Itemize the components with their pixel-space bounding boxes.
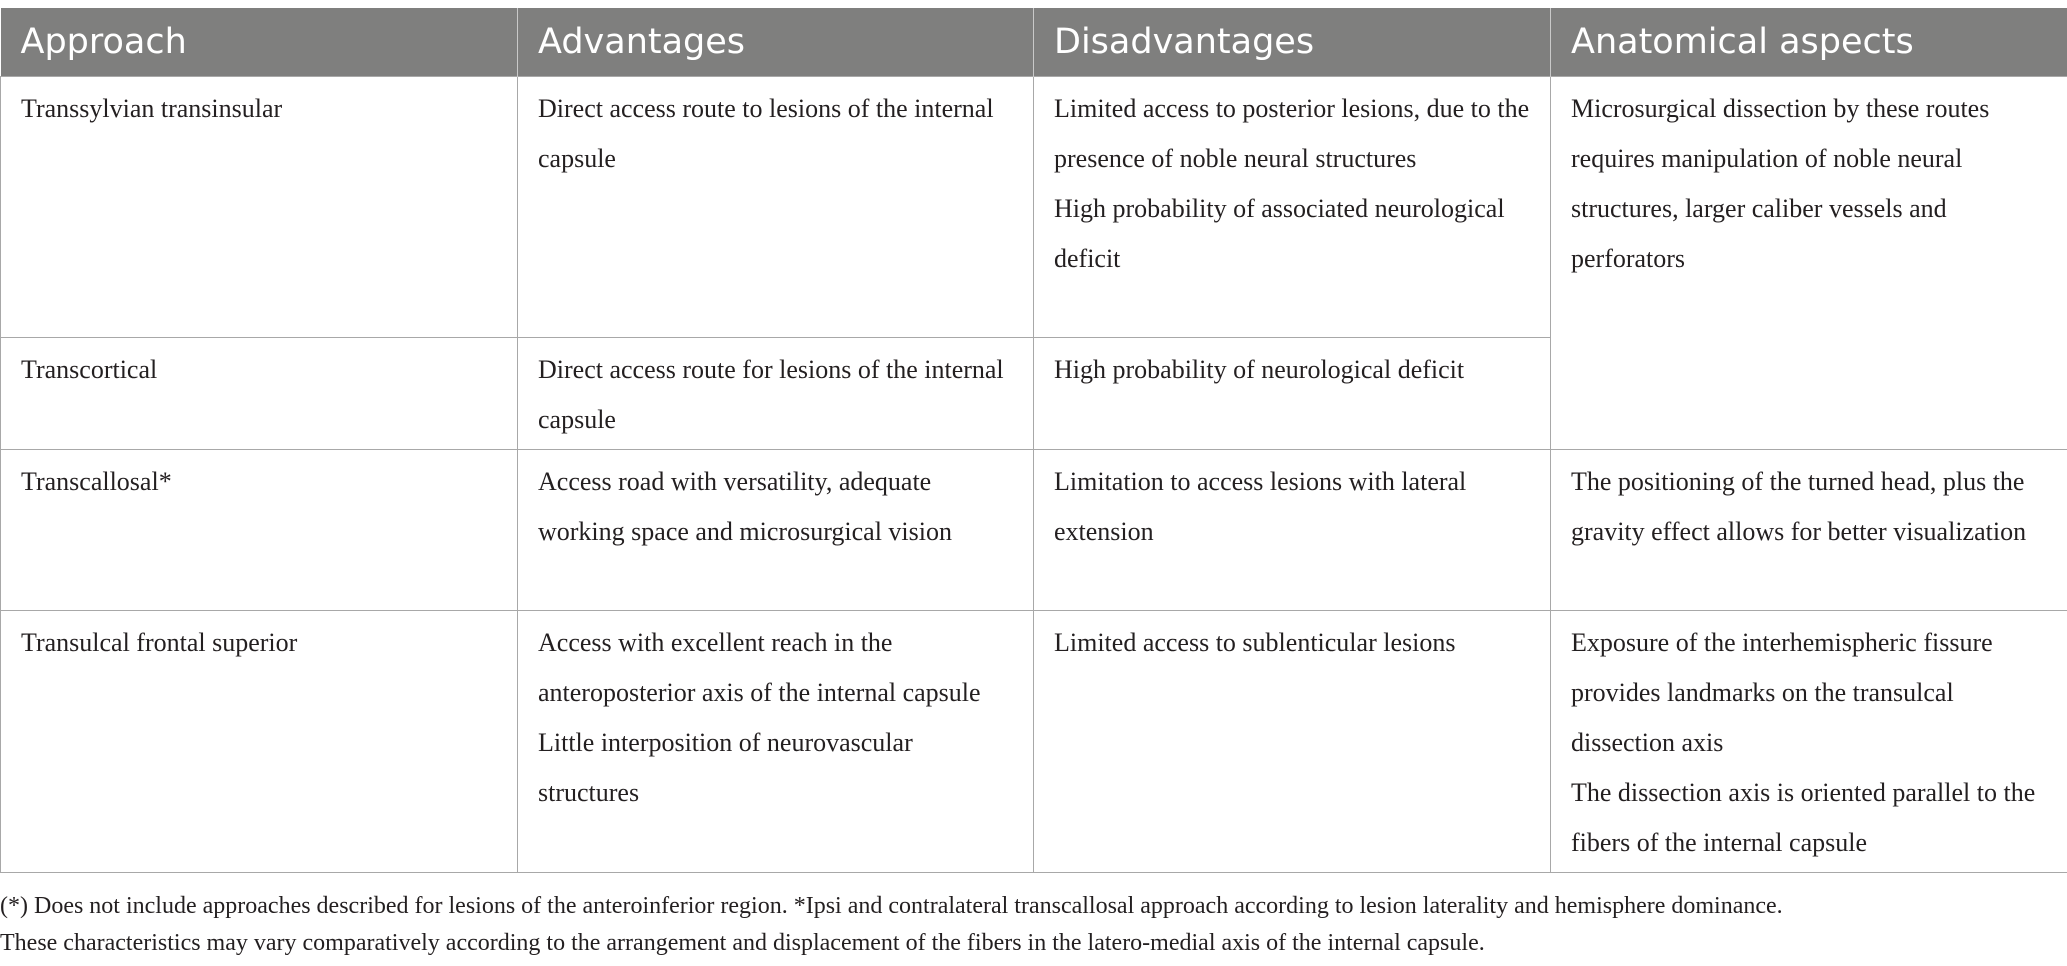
cell-disadvantages (1034, 77, 1551, 338)
advantage-item: Access with excellent reach in the anteroposterior axis of the internal capsule (538, 628, 981, 707)
header-row (1, 8, 2067, 77)
anatomical-item: Exposure of the interhemispheric fissure provides landmarks on the transulcal dissection axis (1571, 628, 1993, 757)
table-row (1, 450, 2067, 611)
cell-advantages: Direct access route to lesions of the internal capsule (518, 77, 1034, 338)
footnote-line: (*) Does not include approaches described for lesions of the anteroinferior region. *Ipsi and contralateral transcallosal approach according to lesion laterality and hemisphere dominance. (0, 893, 1783, 919)
header-advantages: Advantages (518, 8, 1034, 77)
cell-disadvantages: Limitation to access lesions with lateral extension (1034, 450, 1551, 611)
table-row (1, 611, 2067, 873)
disadvantage-item: Limited access to posterior lesions, due to the presence of noble neural structures (1054, 94, 1530, 173)
cell-anatomical-aspects (1551, 611, 2067, 873)
table-body (1, 77, 2067, 873)
cell-advantages: Direct access route for lesions of the internal capsule (518, 338, 1034, 450)
cell-advantages: Access road with versatility, adequate working space and microsurgical vision (518, 450, 1034, 611)
cell-approach: Transsylvian transinsular (1, 77, 518, 338)
header-disadvantages: Disadvantages (1034, 8, 1551, 77)
comparison-table-container (0, 8, 2067, 873)
disadvantage-item: High probability of associated neurological deficit (1054, 194, 1505, 273)
header-anatomical-aspects: Anatomical aspects (1551, 8, 2067, 77)
table-header (1, 8, 2067, 77)
cell-approach: Transcortical (1, 338, 518, 450)
cell-disadvantages: Limited access to sublenticular lesions (1034, 611, 1551, 873)
cell-approach: Transulcal frontal superior (1, 611, 518, 873)
surgical-approaches-table (0, 8, 2067, 873)
cell-anatomical-aspects: The positioning of the turned head, plus the gravity effect allows for better visualization (1551, 450, 2067, 611)
advantage-item: Little interposition of neurovascular structures (538, 728, 913, 807)
table-row (1, 77, 2067, 338)
table-footnote (0, 888, 2067, 962)
footnote-line: These characteristics may vary comparatively according to the arrangement and displacement of the fibers in the latero-medial axis of the internal capsule. (0, 930, 1485, 956)
cell-disadvantages: High probability of neurological deficit (1034, 338, 1551, 450)
cell-approach: Transcallosal* (1, 450, 518, 611)
anatomical-item: The dissection axis is oriented parallel to the fibers of the internal capsule (1571, 778, 2036, 857)
cell-anatomical-aspects: Microsurgical dissection by these routes requires manipulation of noble neural structures, larger caliber vessels and perforators (1551, 77, 2067, 450)
cell-advantages (518, 611, 1034, 873)
header-approach: Approach (1, 8, 518, 77)
